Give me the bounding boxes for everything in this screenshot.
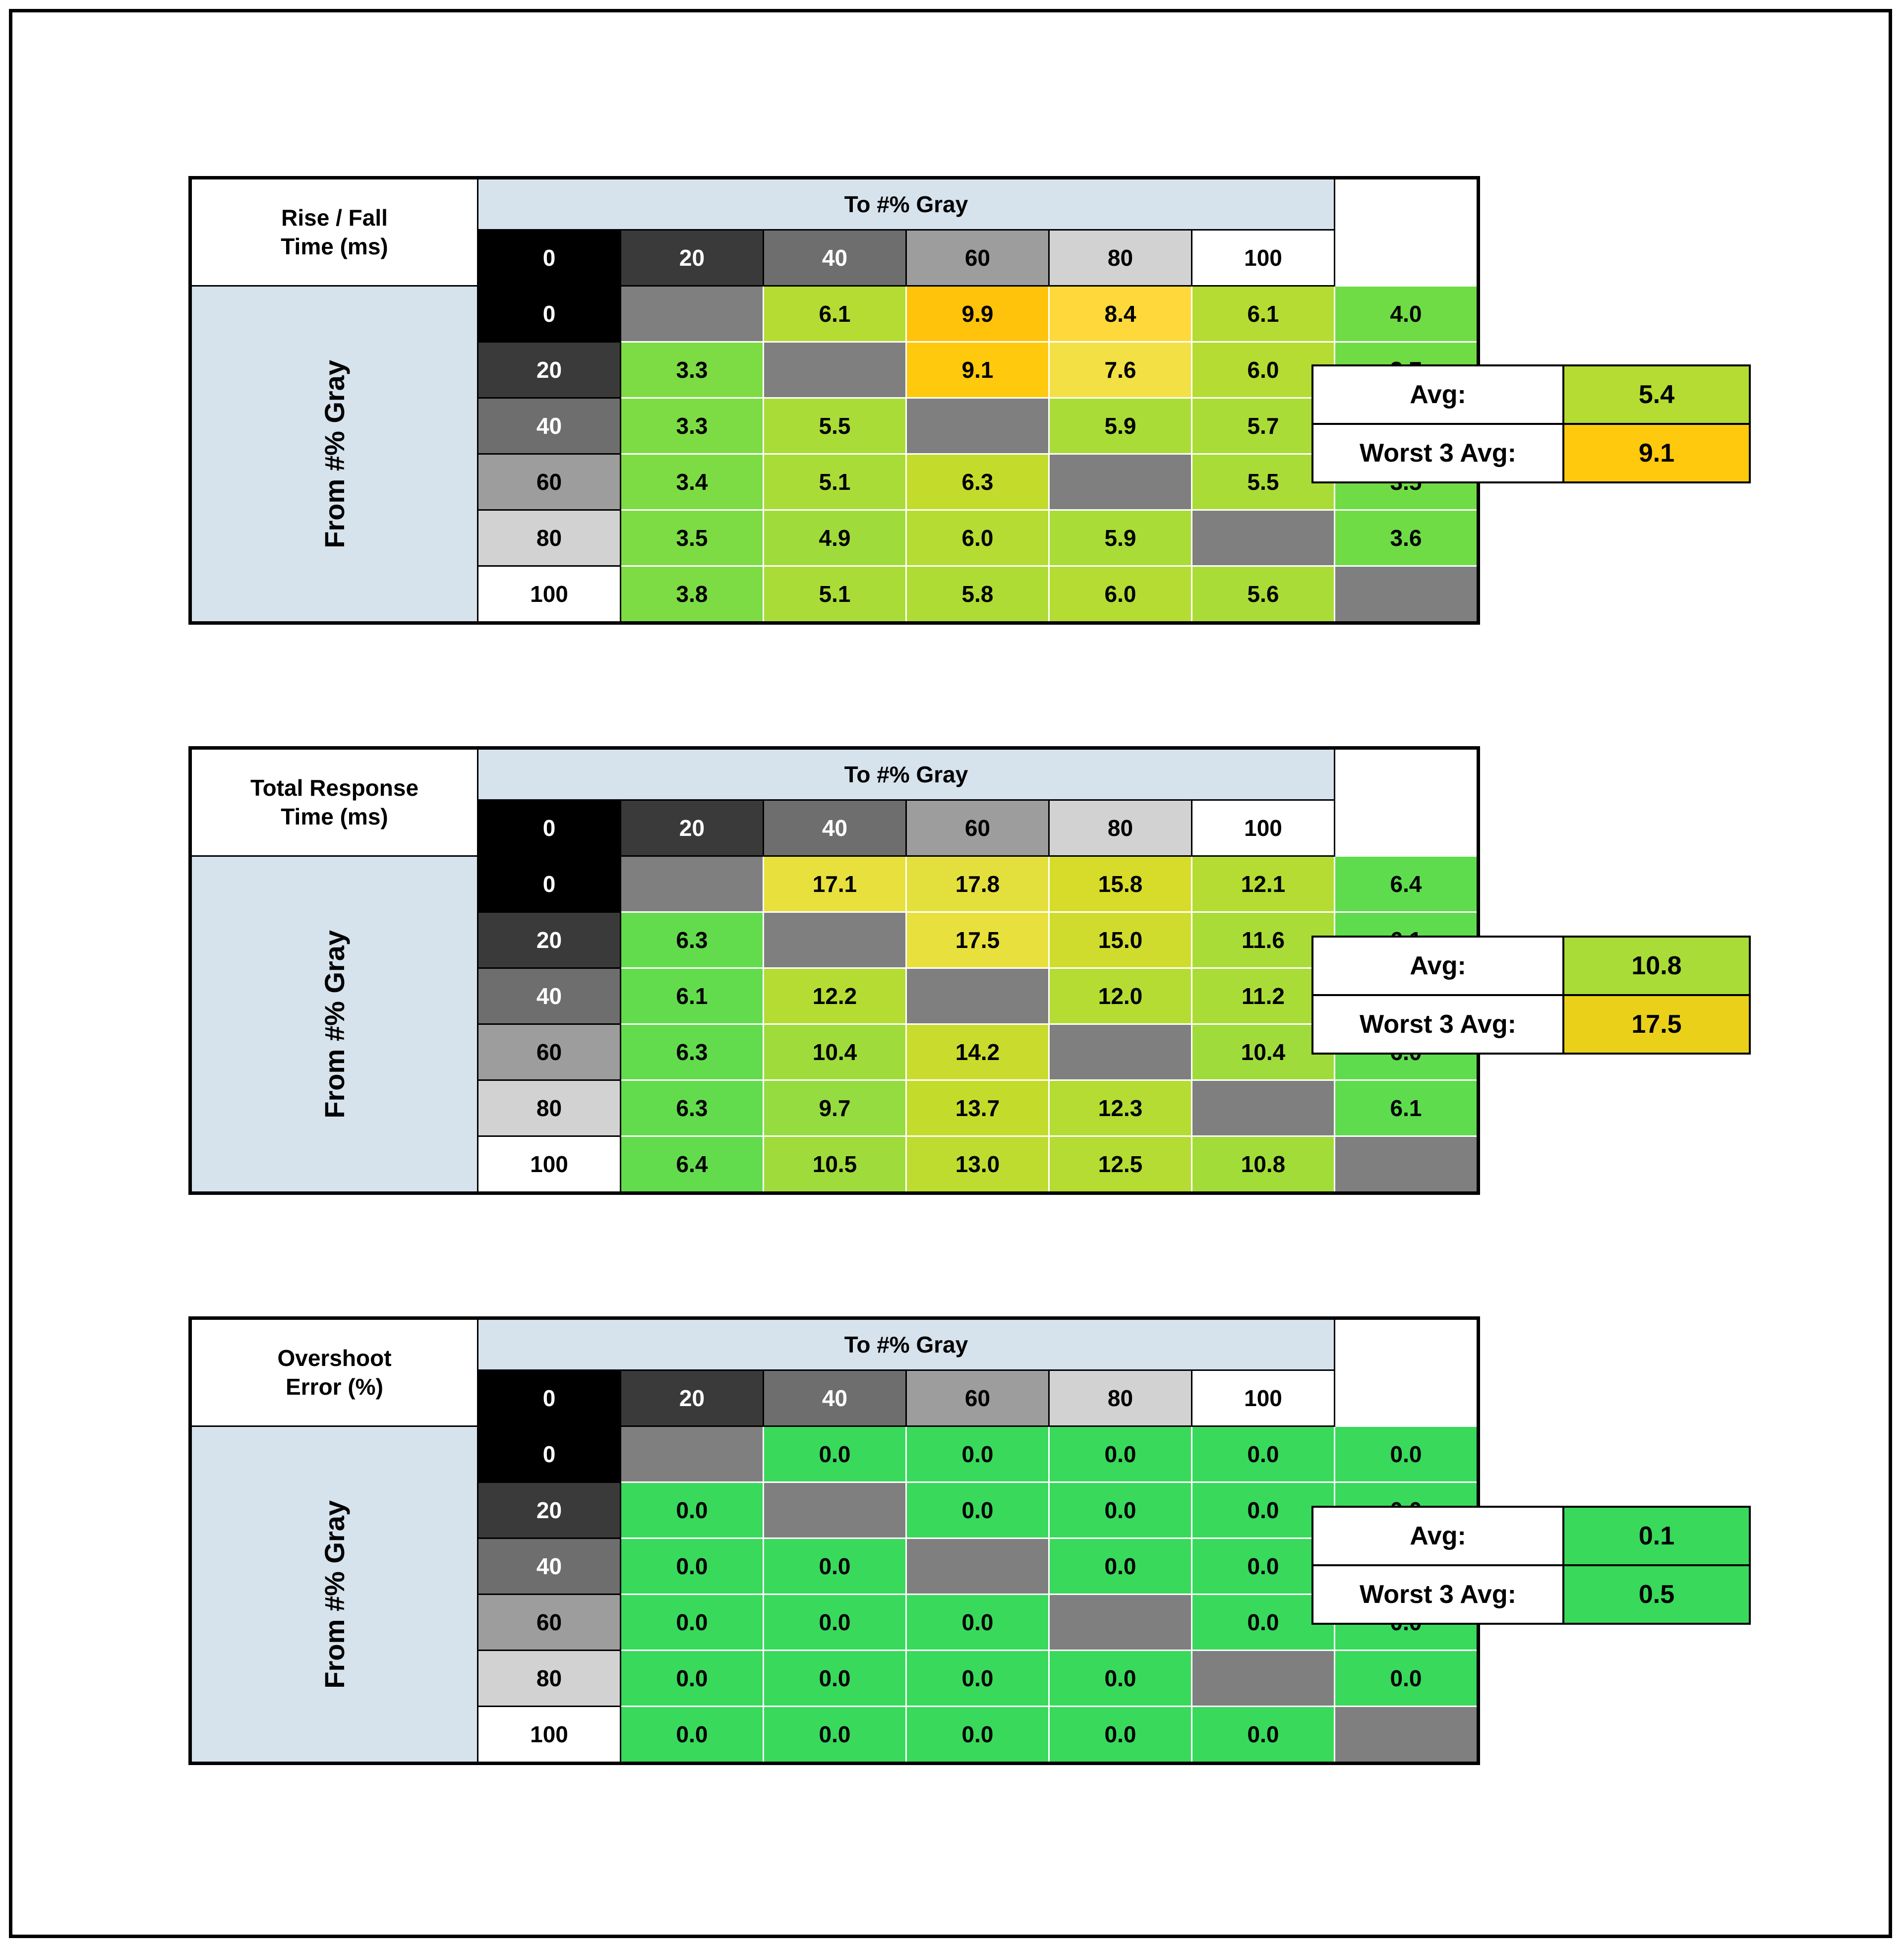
diagonal-cell <box>906 398 1049 454</box>
data-cell: 6.0 <box>1049 566 1192 623</box>
diagonal-cell <box>1335 566 1479 623</box>
row-header-80: 80 <box>478 510 621 566</box>
column-header-0: 0 <box>478 800 621 856</box>
data-cell: 0.0 <box>1192 1595 1335 1651</box>
matrix-tables-container <box>12 12 1889 1935</box>
data-cell: 17.8 <box>906 856 1049 912</box>
data-cell: 6.1 <box>1335 1080 1479 1136</box>
matrix-block <box>188 176 1480 625</box>
data-cell: 9.9 <box>906 286 1049 342</box>
data-cell: 0.0 <box>1049 1707 1192 1764</box>
data-cell: 9.1 <box>906 342 1049 398</box>
row-header-80: 80 <box>478 1651 621 1707</box>
data-cell: 0.0 <box>1335 1651 1479 1707</box>
data-cell: 4.0 <box>1335 286 1479 342</box>
column-header-100: 100 <box>1192 1370 1335 1426</box>
row-header-60: 60 <box>478 1595 621 1651</box>
data-cell: 0.0 <box>621 1707 764 1764</box>
row-header-0: 0 <box>478 1426 621 1482</box>
matrix-title <box>190 178 478 286</box>
avg-label: Avg: <box>1312 937 1563 995</box>
avg-value: 0.1 <box>1563 1507 1750 1565</box>
data-cell: 3.3 <box>621 398 764 454</box>
matrix-title-line2: Time (ms) <box>281 233 388 259</box>
row-header-100: 100 <box>478 1136 621 1193</box>
data-cell: 8.4 <box>1049 286 1192 342</box>
data-cell: 13.7 <box>906 1080 1049 1136</box>
column-header-60: 60 <box>906 1370 1049 1426</box>
row-header-0: 0 <box>478 286 621 342</box>
column-header-40: 40 <box>764 230 906 286</box>
column-header-20: 20 <box>621 800 764 856</box>
column-header-40: 40 <box>764 1370 906 1426</box>
data-cell: 11.2 <box>1192 968 1335 1024</box>
data-cell: 0.0 <box>764 1707 906 1764</box>
summary-table <box>1311 1506 1751 1625</box>
data-cell: 6.3 <box>621 912 764 968</box>
data-cell: 6.3 <box>621 1080 764 1136</box>
row-header-60: 60 <box>478 454 621 510</box>
diagonal-cell <box>906 1538 1049 1595</box>
matrix-title <box>190 1318 478 1426</box>
data-cell: 3.3 <box>621 342 764 398</box>
matrix-title-line2: Error (%) <box>286 1373 383 1400</box>
row-header-20: 20 <box>478 1482 621 1538</box>
data-cell: 12.2 <box>764 968 906 1024</box>
avg-value: 10.8 <box>1563 937 1750 995</box>
data-cell: 6.3 <box>906 454 1049 510</box>
data-cell: 10.4 <box>1192 1024 1335 1080</box>
avg-value: 5.4 <box>1563 365 1750 424</box>
matrix-block <box>188 1316 1480 1765</box>
to-gray-header: To #% Gray <box>478 178 1335 230</box>
data-cell: 12.1 <box>1192 856 1335 912</box>
data-cell: 6.1 <box>1192 286 1335 342</box>
data-cell: 3.6 <box>1335 510 1479 566</box>
data-cell: 0.0 <box>906 1707 1049 1764</box>
data-cell: 10.4 <box>764 1024 906 1080</box>
from-gray-label <box>190 1426 478 1764</box>
diagonal-cell <box>1335 1707 1479 1764</box>
data-cell: 0.0 <box>764 1426 906 1482</box>
data-cell: 13.0 <box>906 1136 1049 1193</box>
data-cell: 6.4 <box>621 1136 764 1193</box>
data-cell: 5.8 <box>906 566 1049 623</box>
column-header-0: 0 <box>478 1370 621 1426</box>
row-header-100: 100 <box>478 566 621 623</box>
avg-label: Avg: <box>1312 1507 1563 1565</box>
column-header-20: 20 <box>621 1370 764 1426</box>
diagonal-cell <box>1335 1136 1479 1193</box>
row-header-40: 40 <box>478 968 621 1024</box>
data-cell: 6.4 <box>1335 856 1479 912</box>
data-cell: 9.7 <box>764 1080 906 1136</box>
data-cell: 15.8 <box>1049 856 1192 912</box>
data-cell: 0.0 <box>1049 1482 1192 1538</box>
worst3-value: 0.5 <box>1563 1565 1750 1624</box>
data-cell: 4.9 <box>764 510 906 566</box>
to-gray-header: To #% Gray <box>478 1318 1335 1370</box>
column-header-60: 60 <box>906 230 1049 286</box>
data-cell: 12.3 <box>1049 1080 1192 1136</box>
worst3-label: Worst 3 Avg: <box>1312 1565 1563 1624</box>
data-cell: 3.8 <box>621 566 764 623</box>
from-gray-label-text: From #% Gray <box>319 930 350 1119</box>
data-cell: 14.2 <box>906 1024 1049 1080</box>
data-cell: 12.5 <box>1049 1136 1192 1193</box>
data-cell: 0.0 <box>1192 1538 1335 1595</box>
data-cell: 5.1 <box>764 454 906 510</box>
data-cell: 5.9 <box>1049 398 1192 454</box>
data-cell: 6.1 <box>764 286 906 342</box>
diagonal-cell <box>1049 454 1192 510</box>
data-cell: 0.0 <box>764 1651 906 1707</box>
data-cell: 0.0 <box>621 1651 764 1707</box>
diagonal-cell <box>621 1426 764 1482</box>
data-cell: 0.0 <box>621 1595 764 1651</box>
data-cell: 0.0 <box>906 1482 1049 1538</box>
from-gray-label <box>190 856 478 1193</box>
data-cell: 17.5 <box>906 912 1049 968</box>
data-cell: 7.6 <box>1049 342 1192 398</box>
data-cell: 0.0 <box>906 1595 1049 1651</box>
row-header-20: 20 <box>478 912 621 968</box>
matrix-title-line1: Rise / Fall <box>281 205 388 231</box>
data-cell: 5.5 <box>1192 454 1335 510</box>
data-cell: 10.5 <box>764 1136 906 1193</box>
diagonal-cell <box>1192 510 1335 566</box>
data-cell: 17.1 <box>764 856 906 912</box>
data-cell: 5.5 <box>764 398 906 454</box>
diagonal-cell <box>621 856 764 912</box>
data-cell: 0.0 <box>1192 1426 1335 1482</box>
avg-label: Avg: <box>1312 365 1563 424</box>
data-cell: 3.4 <box>621 454 764 510</box>
matrix-title-line1: Total Response <box>250 775 419 801</box>
diagonal-cell <box>764 1482 906 1538</box>
data-cell: 0.0 <box>906 1651 1049 1707</box>
summary-table <box>1311 936 1751 1055</box>
column-header-80: 80 <box>1049 800 1192 856</box>
row-header-0: 0 <box>478 856 621 912</box>
diagonal-cell <box>906 968 1049 1024</box>
data-cell: 0.0 <box>1335 1426 1479 1482</box>
matrix-title-line1: Overshoot <box>277 1345 392 1371</box>
data-cell: 0.0 <box>764 1595 906 1651</box>
data-cell: 0.0 <box>1192 1482 1335 1538</box>
diagonal-cell <box>1192 1651 1335 1707</box>
column-header-80: 80 <box>1049 230 1192 286</box>
matrix-title <box>190 748 478 856</box>
data-cell: 11.6 <box>1192 912 1335 968</box>
diagonal-cell <box>621 286 764 342</box>
diagonal-cell <box>1192 1080 1335 1136</box>
data-cell: 6.0 <box>1192 342 1335 398</box>
data-cell: 0.0 <box>1192 1707 1335 1764</box>
row-header-40: 40 <box>478 1538 621 1595</box>
heatmap-table <box>188 746 1480 1195</box>
column-header-60: 60 <box>906 800 1049 856</box>
column-header-100: 100 <box>1192 230 1335 286</box>
data-cell: 0.0 <box>764 1538 906 1595</box>
column-header-80: 80 <box>1049 1370 1192 1426</box>
from-gray-label-text: From #% Gray <box>319 359 350 548</box>
column-header-0: 0 <box>478 230 621 286</box>
data-cell: 5.1 <box>764 566 906 623</box>
row-header-20: 20 <box>478 342 621 398</box>
data-cell: 15.0 <box>1049 912 1192 968</box>
data-cell: 0.0 <box>1049 1651 1192 1707</box>
data-cell: 5.9 <box>1049 510 1192 566</box>
data-cell: 5.6 <box>1192 566 1335 623</box>
from-gray-label-text: From #% Gray <box>319 1500 350 1689</box>
row-header-100: 100 <box>478 1707 621 1764</box>
data-cell: 6.1 <box>621 968 764 1024</box>
heatmap-table <box>188 176 1480 625</box>
diagonal-cell <box>764 912 906 968</box>
column-header-40: 40 <box>764 800 906 856</box>
to-gray-header: To #% Gray <box>478 748 1335 800</box>
table-row <box>190 856 1479 912</box>
data-cell: 6.0 <box>906 510 1049 566</box>
worst3-value: 17.5 <box>1563 995 1750 1054</box>
data-cell: 0.0 <box>621 1482 764 1538</box>
from-gray-label <box>190 286 478 623</box>
data-cell: 3.5 <box>621 510 764 566</box>
column-header-100: 100 <box>1192 800 1335 856</box>
diagonal-cell <box>764 342 906 398</box>
data-cell: 0.0 <box>1049 1426 1192 1482</box>
page-frame <box>9 9 1892 1938</box>
data-cell: 0.0 <box>1049 1538 1192 1595</box>
table-row <box>190 1426 1479 1482</box>
data-cell: 12.0 <box>1049 968 1192 1024</box>
data-cell: 6.3 <box>621 1024 764 1080</box>
diagonal-cell <box>1049 1024 1192 1080</box>
row-header-60: 60 <box>478 1024 621 1080</box>
data-cell: 0.0 <box>621 1538 764 1595</box>
summary-table <box>1311 364 1751 483</box>
data-cell: 5.7 <box>1192 398 1335 454</box>
table-row <box>190 286 1479 342</box>
row-header-40: 40 <box>478 398 621 454</box>
worst3-value: 9.1 <box>1563 424 1750 482</box>
matrix-block <box>188 746 1480 1195</box>
data-cell: 0.0 <box>906 1426 1049 1482</box>
row-header-80: 80 <box>478 1080 621 1136</box>
heatmap-table <box>188 1316 1480 1765</box>
worst3-label: Worst 3 Avg: <box>1312 424 1563 482</box>
worst3-label: Worst 3 Avg: <box>1312 995 1563 1054</box>
matrix-title-line2: Time (ms) <box>281 803 388 829</box>
column-header-20: 20 <box>621 230 764 286</box>
data-cell: 10.8 <box>1192 1136 1335 1193</box>
diagonal-cell <box>1049 1595 1192 1651</box>
